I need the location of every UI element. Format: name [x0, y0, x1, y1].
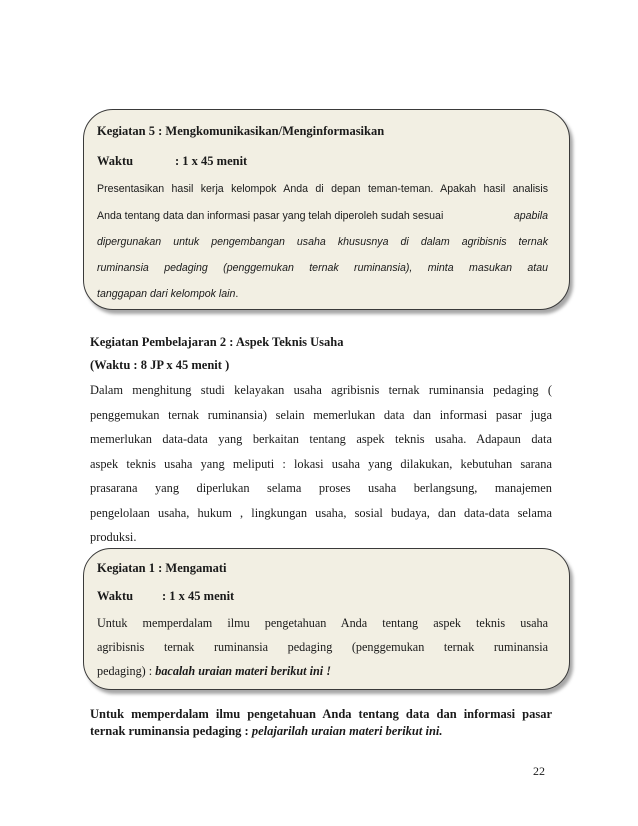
closing-line-2-text: ternak ruminansia pedaging :: [90, 724, 252, 738]
closing-line-2-emph: pelajarilah uraian materi berikut ini.: [251, 724, 443, 738]
activity-5-line-5: [97, 288, 238, 300]
activity-5-time-value: : 1 x 45 menit: [175, 154, 248, 168]
activity-1-line-2: agribisnis ternak ruminansia pedaging (penggemukan ternak ruminansia: [97, 640, 548, 654]
section-title: Kegiatan Pembelajaran 2 : Aspek Teknis Usaha: [90, 335, 344, 349]
section-paragraph: [90, 378, 552, 550]
activity-5-line-5-emph: tanggapan dari kelompok lain: [97, 288, 236, 300]
page-number: 22: [533, 764, 545, 778]
activity-1-line-1: Untuk memperdalam ilmu pengetahuan Anda tentang aspek teknis usaha: [97, 616, 548, 630]
activity-1-title: Kegiatan 1 : Mengamati: [97, 561, 227, 575]
activity-5-line-3: dipergunakan untuk pengembangan usaha khususnya di dalam agribisnis ternak: [97, 236, 548, 248]
paragraph-line: produksi.: [90, 530, 137, 544]
closing-line-1: Untuk memperdalam ilmu pengetahuan Anda tentang data dan informasi pasar: [90, 707, 552, 721]
activity-5-title: Kegiatan 5 : Mengkomunikasikan/Menginformasikan: [97, 124, 385, 138]
activity-5-line-2: [97, 210, 548, 222]
paragraph-line: pengelolaan usaha, hukum , lingkungan usaha, sosial budaya, dan data-data selama: [90, 505, 552, 520]
activity-1-time-label: Waktu: [97, 589, 134, 603]
activity-1-line-3-emph: bacalah uraian materi berikut ini !: [155, 664, 331, 678]
paragraph-line: memerlukan data-data yang berkaitan tentang aspek teknis usaha. Adapaun data: [90, 432, 552, 446]
paragraph-line: prasarana yang diperlukan selama proses usaha berlangsung, manajemen: [90, 481, 552, 495]
activity-1-line-3: [97, 664, 331, 679]
closing-line-2: [90, 724, 443, 739]
paragraph-line: aspek teknis usaha yang meliputi : lokasi usaha yang dilakukan, kebutuhan sarana: [90, 456, 552, 471]
paragraph-line: Dalam menghitung studi kelayakan usaha agribisnis ternak ruminansia pedaging (: [90, 383, 552, 397]
section-subtitle: (Waktu : 8 JP x 45 menit ): [90, 358, 230, 372]
activity-5-line-2-emph: apabila: [513, 210, 548, 222]
activity-5-line-4: ruminansia pedaging (penggemukan ternak ruminansia), minta masukan atau: [97, 262, 548, 274]
activity-5-line-5-end: .: [235, 288, 239, 300]
activity-5-line-1: Presentasikan hasil kerja kelompok Anda di depan teman-teman. Apakah hasil analisis: [97, 183, 548, 195]
paragraph-line: penggemukan ternak ruminansia) selain memerlukan data dan informasi pasar juga: [90, 407, 552, 422]
activity-5-time-label: Waktu: [97, 154, 134, 168]
activity-1-line-3-text: pedaging) :: [97, 664, 156, 678]
activity-5-line-2-text: Anda tentang data dan informasi pasar yang telah diperoleh sudah sesuai: [97, 210, 444, 222]
activity-1-time-value: : 1 x 45 menit: [162, 589, 235, 603]
